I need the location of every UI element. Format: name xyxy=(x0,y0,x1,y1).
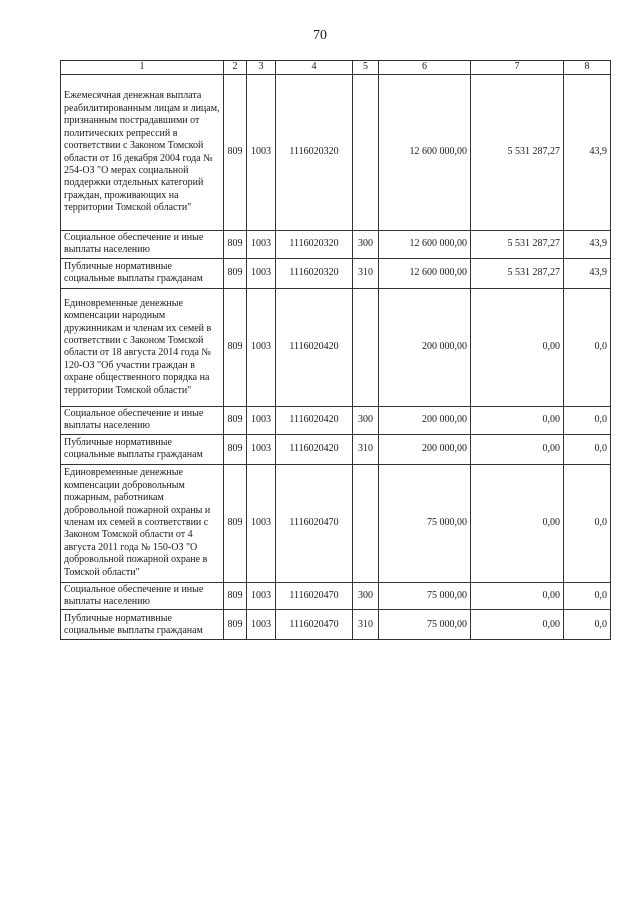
table-row xyxy=(61,258,611,288)
page-number: 70 xyxy=(313,28,327,43)
executed-amount-cell: 0,00 xyxy=(471,464,564,582)
article-code-cell: 1116020470 xyxy=(276,582,353,610)
percent-cell: 0,0 xyxy=(564,464,611,582)
table-row xyxy=(61,231,611,259)
article-code-cell: 1116020320 xyxy=(276,231,353,259)
executed-amount-cell: 0,00 xyxy=(471,610,564,640)
section-code-cell: 1003 xyxy=(247,582,276,610)
section-code-cell: 1003 xyxy=(247,610,276,640)
executed-amount-cell: 0,00 xyxy=(471,582,564,610)
expense-type-cell xyxy=(353,288,379,406)
expense-type-cell: 300 xyxy=(353,406,379,434)
header-row xyxy=(61,61,611,75)
executed-amount-cell: 5 531 287,27 xyxy=(471,258,564,288)
plan-amount-cell: 75 000,00 xyxy=(379,610,471,640)
expense-type-cell xyxy=(353,464,379,582)
ministry-code-cell: 809 xyxy=(224,288,247,406)
table-body xyxy=(61,75,611,640)
percent-cell: 0,0 xyxy=(564,582,611,610)
row-name-cell: Единовременные денежные компенсации добровольным пожарным, работникам добровольной пожарной охраны и членам их семей в соответствии с Законом Томской области от 4 августа 2011 года № 150-ОЗ "О добровольной пожарной охране в Томской области" xyxy=(61,464,224,582)
section-code-cell: 1003 xyxy=(247,288,276,406)
table-row xyxy=(61,582,611,610)
ministry-code-cell: 809 xyxy=(224,231,247,259)
row-name-cell: Социальное обеспечение и иные выплаты населению xyxy=(61,406,224,434)
section-code-cell: 1003 xyxy=(247,75,276,231)
header-cell: 4 xyxy=(276,61,353,75)
expense-type-cell: 300 xyxy=(353,582,379,610)
row-name-cell: Социальное обеспечение и иные выплаты населению xyxy=(61,582,224,610)
article-code-cell: 1116020420 xyxy=(276,406,353,434)
ministry-code-cell: 809 xyxy=(224,75,247,231)
table-row xyxy=(61,406,611,434)
ministry-code-cell: 809 xyxy=(224,464,247,582)
row-name-cell: Публичные нормативные социальные выплаты гражданам xyxy=(61,434,224,464)
table-row xyxy=(61,288,611,406)
plan-amount-cell: 12 600 000,00 xyxy=(379,258,471,288)
percent-cell: 0,0 xyxy=(564,406,611,434)
row-name-cell: Единовременные денежные компенсации народным дружинникам и членам их семей в соответствии с Законом Томской области от 18 августа 2014 года № 120-ОЗ "Об участии граждан в охране общественного порядка на территории Томской области" xyxy=(61,288,224,406)
article-code-cell: 1116020420 xyxy=(276,288,353,406)
header-cell: 2 xyxy=(224,61,247,75)
row-name-cell: Социальное обеспечение и иные выплаты населению xyxy=(61,231,224,259)
table-row xyxy=(61,464,611,582)
expense-type-cell: 310 xyxy=(353,258,379,288)
row-name-cell: Ежемесячная денежная выплата реабилитированным лицам и лицам, признанным пострадавшими от политических репрессий в соответствии с Законом Томской области от 16 декабря 2004 года № 254-ОЗ "О мерах социальной поддержки отдельных категорий граждан, проживающих на территории Томской области" xyxy=(61,75,224,231)
header-cell: 7 xyxy=(471,61,564,75)
article-code-cell: 1116020320 xyxy=(276,258,353,288)
header-cell: 8 xyxy=(564,61,611,75)
article-code-cell: 1116020470 xyxy=(276,610,353,640)
header-cell: 1 xyxy=(61,61,224,75)
row-name-cell: Публичные нормативные социальные выплаты гражданам xyxy=(61,258,224,288)
executed-amount-cell: 0,00 xyxy=(471,434,564,464)
header-cell: 5 xyxy=(353,61,379,75)
expense-type-cell: 310 xyxy=(353,434,379,464)
plan-amount-cell: 200 000,00 xyxy=(379,434,471,464)
table-row xyxy=(61,434,611,464)
percent-cell: 43,9 xyxy=(564,231,611,259)
budget-table xyxy=(60,60,611,640)
row-name-cell: Публичные нормативные социальные выплаты гражданам xyxy=(61,610,224,640)
ministry-code-cell: 809 xyxy=(224,406,247,434)
article-code-cell: 1116020320 xyxy=(276,75,353,231)
article-code-cell: 1116020420 xyxy=(276,434,353,464)
expense-type-cell xyxy=(353,75,379,231)
executed-amount-cell: 0,00 xyxy=(471,406,564,434)
table-row xyxy=(61,610,611,640)
plan-amount-cell: 75 000,00 xyxy=(379,464,471,582)
ministry-code-cell: 809 xyxy=(224,258,247,288)
section-code-cell: 1003 xyxy=(247,258,276,288)
header-cell: 6 xyxy=(379,61,471,75)
percent-cell: 0,0 xyxy=(564,434,611,464)
percent-cell: 0,0 xyxy=(564,610,611,640)
ministry-code-cell: 809 xyxy=(224,610,247,640)
table-row xyxy=(61,75,611,231)
plan-amount-cell: 75 000,00 xyxy=(379,582,471,610)
ministry-code-cell: 809 xyxy=(224,434,247,464)
section-code-cell: 1003 xyxy=(247,231,276,259)
plan-amount-cell: 12 600 000,00 xyxy=(379,75,471,231)
section-code-cell: 1003 xyxy=(247,406,276,434)
section-code-cell: 1003 xyxy=(247,464,276,582)
plan-amount-cell: 200 000,00 xyxy=(379,406,471,434)
percent-cell: 43,9 xyxy=(564,258,611,288)
executed-amount-cell: 5 531 287,27 xyxy=(471,75,564,231)
executed-amount-cell: 0,00 xyxy=(471,288,564,406)
percent-cell: 43,9 xyxy=(564,75,611,231)
executed-amount-cell: 5 531 287,27 xyxy=(471,231,564,259)
expense-type-cell: 310 xyxy=(353,610,379,640)
expense-type-cell: 300 xyxy=(353,231,379,259)
article-code-cell: 1116020470 xyxy=(276,464,353,582)
plan-amount-cell: 12 600 000,00 xyxy=(379,231,471,259)
ministry-code-cell: 809 xyxy=(224,582,247,610)
plan-amount-cell: 200 000,00 xyxy=(379,288,471,406)
section-code-cell: 1003 xyxy=(247,434,276,464)
percent-cell: 0,0 xyxy=(564,288,611,406)
header-cell: 3 xyxy=(247,61,276,75)
